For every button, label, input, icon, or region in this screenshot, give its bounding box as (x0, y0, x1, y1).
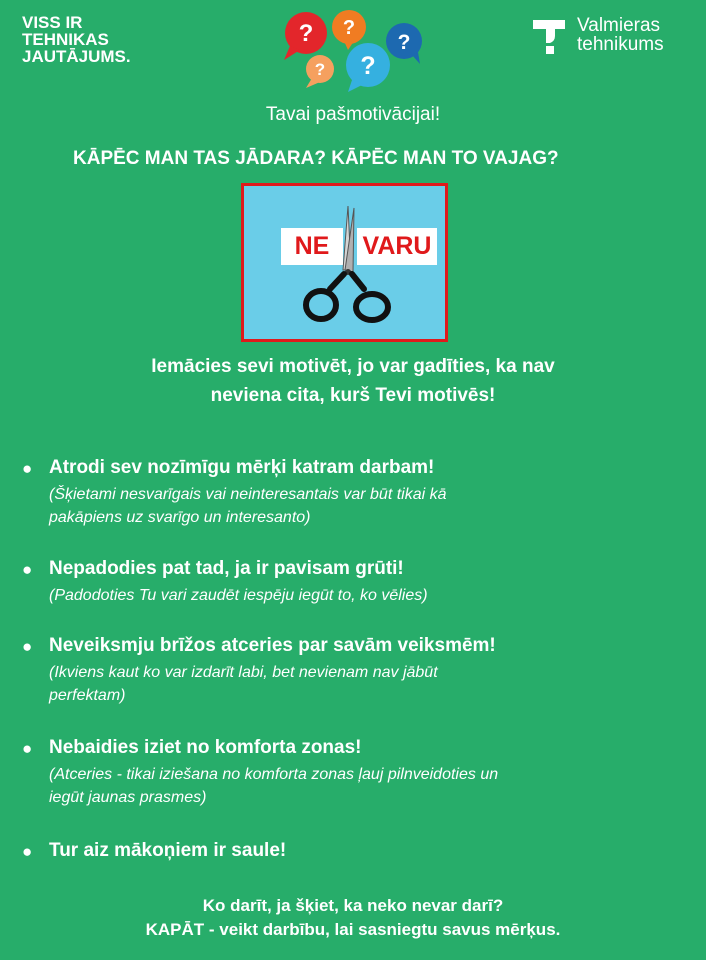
bullet-icon: ● (22, 842, 33, 861)
page-subtitle: Tavai pašmotivācijai! (265, 104, 441, 125)
tip-item (22, 456, 447, 529)
tip-note-line: (Ikviens kaut ko var izdarīt labi, bet nevienam nav jābūt (49, 664, 438, 681)
bubble-red-icon (284, 12, 327, 60)
bubble-symbol: ? (397, 31, 411, 54)
bubble-peach-icon (306, 55, 334, 88)
scissors-icon (244, 186, 445, 339)
tip-title: Tur aiz mākoņiem ir saule! (49, 840, 287, 861)
tip-title: Neveiksmju brīžos atceries par savām veiksmēm! (49, 635, 496, 656)
bubble-symbol: ? (360, 52, 376, 80)
tip-note-line: pakāpiens uz svarīgo un interesanto) (49, 509, 311, 526)
right-logo-line: Valmieras (577, 15, 661, 36)
tip-note (49, 483, 447, 529)
ne-varu-picture (241, 183, 448, 342)
tip-title: Nepadodies pat tad, ja ir pavisam grūti! (49, 558, 404, 579)
tip-note-line: perfektam) (49, 687, 126, 704)
bubble-orange-icon (332, 10, 366, 50)
tip-note (49, 584, 428, 607)
question-bubbles-icon (276, 8, 432, 94)
bubble-lightblue-icon (346, 43, 390, 92)
tip-item (22, 736, 498, 809)
motto-line: Iemācies sevi motivēt, jo var gadīties, ka nav (151, 356, 555, 377)
right-logo-text (577, 16, 664, 54)
closing-line: Ko darīt, ja šķiet, ka neko nevar darī? (202, 896, 504, 915)
closing-text (0, 894, 706, 942)
tehnikums-t-icon (532, 19, 568, 55)
bullet-icon: ● (22, 739, 33, 758)
closing-line: KAPĀT - veikt darbību, lai sasniegtu savus mērķus. (145, 920, 561, 939)
tip-note (49, 661, 496, 707)
word-ne: NE (281, 228, 343, 265)
bullet-icon: ● (22, 459, 33, 478)
bubble-darkblue-icon (386, 23, 422, 64)
bubble-symbol: ? (314, 60, 326, 79)
tip-item (22, 839, 286, 863)
tip-note-line: iegūt jaunas prasmes) (49, 789, 207, 806)
tip-item (22, 634, 496, 707)
bubble-symbol: ? (298, 20, 314, 47)
motto-line: neviena cita, kurš Tevi motivēs! (210, 385, 496, 406)
tip-note (49, 763, 498, 809)
tip-note-line: (Padodoties Tu vari zaudēt iespēju iegūt to, ko vēlies) (49, 587, 428, 604)
right-logo-line: tehnikums (577, 34, 664, 55)
tip-note-line: (Šķietami nesvarīgais vai neinteresantais var būt tikai kā (49, 486, 447, 503)
viss-ir-tehnikas-logo (22, 14, 131, 65)
tip-item (22, 557, 428, 607)
bubble-symbol: ? (342, 17, 356, 39)
left-logo-line: TEHNIKAS (22, 30, 109, 49)
left-logo-line: JAUTĀJUMS. (22, 47, 131, 66)
tip-note-line: (Atceries - tikai iziešana no komforta zonas ļauj pilnveidoties un (49, 766, 499, 783)
bullet-icon: ● (22, 560, 33, 579)
left-logo-line: VISS IR (22, 13, 83, 32)
page-headline: KĀPĒC MAN TAS JĀDARA? KĀPĒC MAN TO VAJAG? (73, 148, 559, 169)
tip-title: Nebaidies iziet no komforta zonas! (49, 737, 362, 758)
motivation-motto (60, 352, 646, 410)
tip-title: Atrodi sev nozīmīgu mērķi katram darbam! (49, 457, 435, 478)
bullet-icon: ● (22, 637, 33, 656)
word-varu: VARU (357, 228, 437, 265)
